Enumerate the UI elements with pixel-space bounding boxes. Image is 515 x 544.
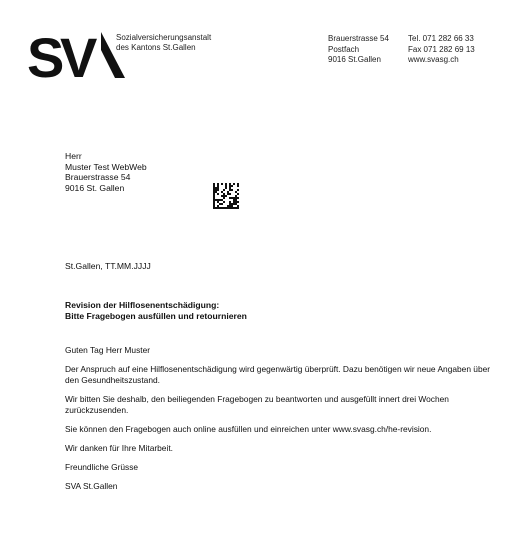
datamatrix-code xyxy=(213,183,239,209)
sender-postbox: Postfach xyxy=(328,44,360,54)
letter-subject xyxy=(65,300,247,322)
org-name-line-2: des Kantons St.Gallen xyxy=(116,43,196,52)
letter-body xyxy=(65,345,505,500)
sender-city: 9016 St.Gallen xyxy=(328,55,381,64)
signature: SVA St.Gallen xyxy=(65,481,118,491)
closing: Freundliche Grüsse xyxy=(65,462,139,472)
sender-contact xyxy=(408,34,475,66)
body-paragraph-4: Wir danken für Ihre Mitarbeit. xyxy=(65,443,173,453)
sender-address xyxy=(328,34,389,66)
sva-logo xyxy=(27,30,125,80)
org-name-line-1: Sozialversicherungsanstalt xyxy=(116,33,212,42)
date-line: St.Gallen, TT.MM.JJJJ xyxy=(65,261,151,271)
sender-fax: Fax 071 282 69 13 xyxy=(408,44,475,54)
recipient-address xyxy=(65,151,147,193)
sender-street: Brauerstrasse 54 xyxy=(328,34,389,43)
subject-line-1: Revision der Hilflosenentschädigung: xyxy=(65,300,220,310)
sender-website: www.svasg.ch xyxy=(408,55,459,64)
subject-line-2: Bitte Fragebogen ausfüllen und retournieren xyxy=(65,311,247,321)
recipient-city: 9016 St. Gallen xyxy=(65,182,125,193)
svg-text:V: V xyxy=(60,30,98,80)
sender-phone: Tel. 071 282 66 33 xyxy=(408,34,474,43)
body-paragraph-2: Wir bitten Sie deshalb, den beiliegenden Fragebogen zu beantworten und ausgefüllt innert drei Wochen zurückzusenden. xyxy=(65,394,449,415)
recipient-name: Muster Test WebWeb xyxy=(65,161,147,172)
body-paragraph-3: Sie können den Fragebogen auch online ausfüllen und einreichen unter www.svasg.ch/he-revision. xyxy=(65,424,432,434)
greeting: Guten Tag Herr Muster xyxy=(65,345,151,355)
organization-name xyxy=(116,33,211,53)
recipient-salutation: Herr xyxy=(65,151,82,161)
body-paragraph-1: Der Anspruch auf eine Hilflosenentschädigung wird gegenwärtig überprüft. Dazu benötigen wir neue Angaben über den Gesundheitszustand. xyxy=(65,364,491,385)
svg-text:S: S xyxy=(27,30,62,80)
recipient-street: Brauerstrasse 54 xyxy=(65,172,131,183)
